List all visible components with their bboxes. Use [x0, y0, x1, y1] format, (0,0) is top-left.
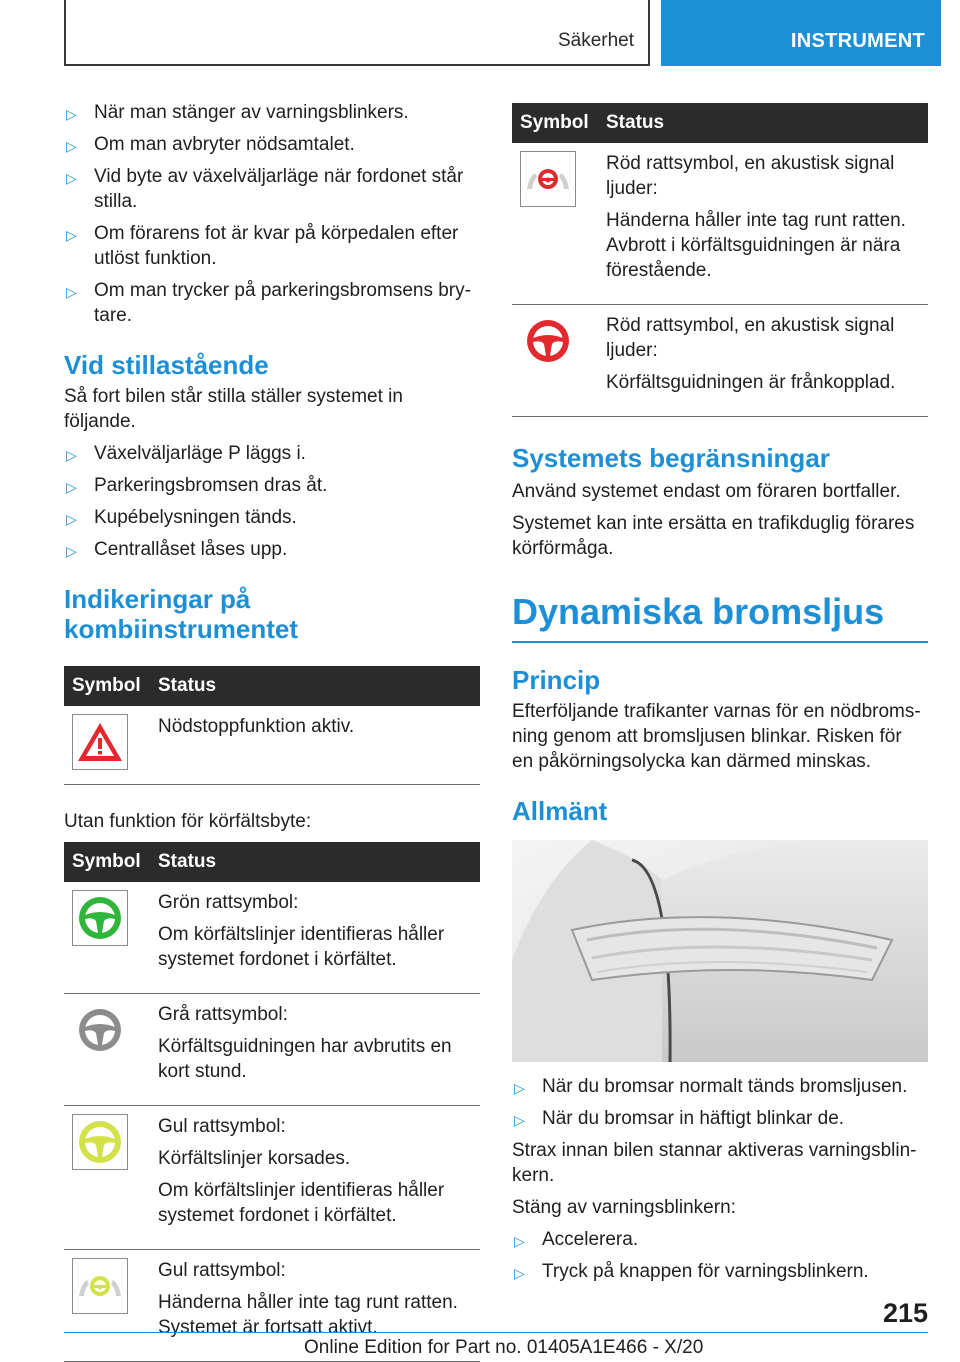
col-symbol-header: Symbol: [512, 103, 600, 143]
table-row: [64, 994, 480, 1106]
status-text: Röd rattsymbol, en akustisk signal ljuder:: [606, 153, 895, 199]
standstill-intro: Så fort bilen står stilla ställer systemet in följande.: [64, 386, 403, 432]
status-text: Körfältsguidningen har avbrutits en kort stund.: [158, 1036, 452, 1082]
table-row: [64, 1106, 480, 1250]
general-heading: Allmänt: [512, 796, 608, 826]
col-status-header: Status: [152, 666, 480, 706]
list-item: ▷ När du bromsar in häftigt blinkar de.: [512, 1106, 928, 1131]
col-status-header: Status: [600, 103, 928, 143]
turn-off-text: Stäng av varningsblinkern:: [512, 1197, 736, 1218]
list-item: ▷ Centrallåset låses upp.: [64, 537, 480, 562]
list-item: ▷ Parkeringsbromsen dras åt.: [64, 473, 480, 498]
status-text: Om körfältslinjer identifieras håller systemet fordonet i körfältet.: [158, 924, 445, 970]
status-text: Grön rattsymbol:: [158, 892, 299, 913]
bullet-triangle-icon: ▷: [514, 1112, 525, 1128]
header-section-box: [64, 0, 650, 66]
bullet-triangle-icon: ▷: [514, 1233, 525, 1249]
status-text: Händerna håller inte tag runt ratten. Systemet är fortsatt aktivt.: [158, 1292, 458, 1338]
right-column: [512, 103, 928, 1291]
list-item: ▷ När man stänger av varningsblinkers.: [64, 100, 480, 125]
bullet-triangle-icon: ▷: [66, 511, 77, 527]
header-chapter-label: INSTRUMENT: [790, 30, 925, 52]
list-item: ▷ Kupébelysningen tänds.: [64, 505, 480, 530]
status-text: Om körfältslinjer identifieras håller systemet fordonet i körfältet.: [158, 1180, 445, 1226]
before-stop-text: Strax innan bilen stannar aktiveras varningsblinkern.: [512, 1140, 917, 1186]
list-item: ▷ Om man avbryter nödsamtalet.: [64, 132, 480, 157]
steering-wheel-yellow-hands-icon: [72, 1258, 128, 1314]
limits-p1: Använd systemet endast om föraren bortfaller.: [512, 481, 901, 502]
footer-divider: [64, 1332, 928, 1333]
red-wheel-table: [512, 103, 928, 417]
table-row: [64, 706, 480, 785]
principle-text: Efterföljande trafikanter varnas för en nödbromsning genom att bromsljusen blinkar. Risken för en påkörningsolycka kan därmed minskas.: [512, 701, 921, 772]
status-text: Nödstoppfunktion aktiv.: [158, 716, 355, 737]
bullet-triangle-icon: ▷: [66, 106, 77, 122]
list-item: ▷ Tryck på knappen för varningsblinkern.: [512, 1259, 928, 1284]
bullet-triangle-icon: ▷: [514, 1265, 525, 1281]
no-lane-change-caption: Utan funktion för körfältsbyte:: [64, 811, 312, 832]
steering-wheel-green-icon: [72, 890, 128, 946]
page-number: 215: [882, 1298, 928, 1328]
status-text: Gul rattsymbol:: [158, 1260, 286, 1281]
status-text: Körfältsguidningen är frånkopplad.: [606, 372, 896, 393]
indications-heading: Indikeringar på kombiinstrumentet: [64, 584, 299, 644]
left-column: [64, 100, 480, 1362]
status-text: Röd rattsymbol, en akustisk signal ljuder:: [606, 315, 895, 361]
top-bullet-list: [64, 100, 480, 328]
col-symbol-header: Symbol: [64, 666, 152, 706]
steering-wheel-red-icon: [520, 313, 576, 369]
table-row: [64, 882, 480, 994]
steering-wheel-yellow-icon: [72, 1114, 128, 1170]
principle-heading: Princip: [512, 665, 601, 695]
bullet-triangle-icon: ▷: [66, 170, 77, 186]
table-row: [512, 305, 928, 417]
list-item: ▷ Om förarens fot är kvar på körpedalen efter utlöst funktion.: [66, 223, 459, 269]
bullet-triangle-icon: ▷: [66, 138, 77, 154]
standstill-bullet-list: [64, 441, 480, 562]
tail-light-photo: [512, 840, 928, 1062]
turn-off-bullets: [512, 1227, 928, 1284]
limits-p2: Systemet kan inte ersätta en trafikduglig förares körförmåga.: [512, 513, 915, 559]
bullet-triangle-icon: ▷: [66, 227, 77, 243]
col-status-header: Status: [152, 842, 480, 882]
table-row: [512, 143, 928, 305]
bullet-triangle-icon: ▷: [66, 447, 77, 463]
emergency-stop-table: [64, 666, 480, 785]
list-item: ▷ Accelerera.: [512, 1227, 928, 1252]
bullet-triangle-icon: ▷: [514, 1080, 525, 1096]
list-item: ▷ Växelväljarläge P läggs i.: [64, 441, 480, 466]
bullet-triangle-icon: ▷: [66, 543, 77, 559]
limits-heading: Systemets begränsningar: [512, 443, 830, 473]
list-item: ▷ När du bromsar normalt tänds bromsljusen.: [512, 1074, 928, 1099]
bullet-triangle-icon: ▷: [66, 284, 77, 300]
header-section-label: Säkerhet: [557, 30, 634, 51]
steering-wheel-gray-icon: [72, 1002, 128, 1058]
status-text: Händerna håller inte tag runt ratten. Avbrott i körfältsguidningen är nära förestående.: [606, 210, 906, 281]
warning-triangle-icon: [72, 714, 128, 770]
steering-wheel-red-hands-icon: [520, 151, 576, 207]
list-item: ▷ Om man trycker på parkeringsbromsens brytare.: [66, 280, 471, 326]
status-text: Gul rattsymbol:: [158, 1116, 286, 1137]
status-text: Körfältslinjer korsades.: [158, 1148, 351, 1169]
status-text: Grå rattsymbol:: [158, 1004, 288, 1025]
bullet-triangle-icon: ▷: [66, 479, 77, 495]
brake-bullets: [512, 1074, 928, 1131]
footer-edition: Online Edition for Part no. 01405A1E466 - X/20: [304, 1337, 704, 1358]
col-symbol-header: Symbol: [64, 842, 152, 882]
lane-guidance-table: [64, 842, 480, 1362]
dynamic-brake-lights-heading: Dynamiska bromsljus: [512, 591, 928, 643]
standstill-heading: Vid stillastående: [64, 350, 269, 380]
header-chapter-tab: [661, 0, 941, 66]
list-item: ▷ Vid byte av växelväljarläge när fordonet står stilla.: [66, 166, 464, 212]
